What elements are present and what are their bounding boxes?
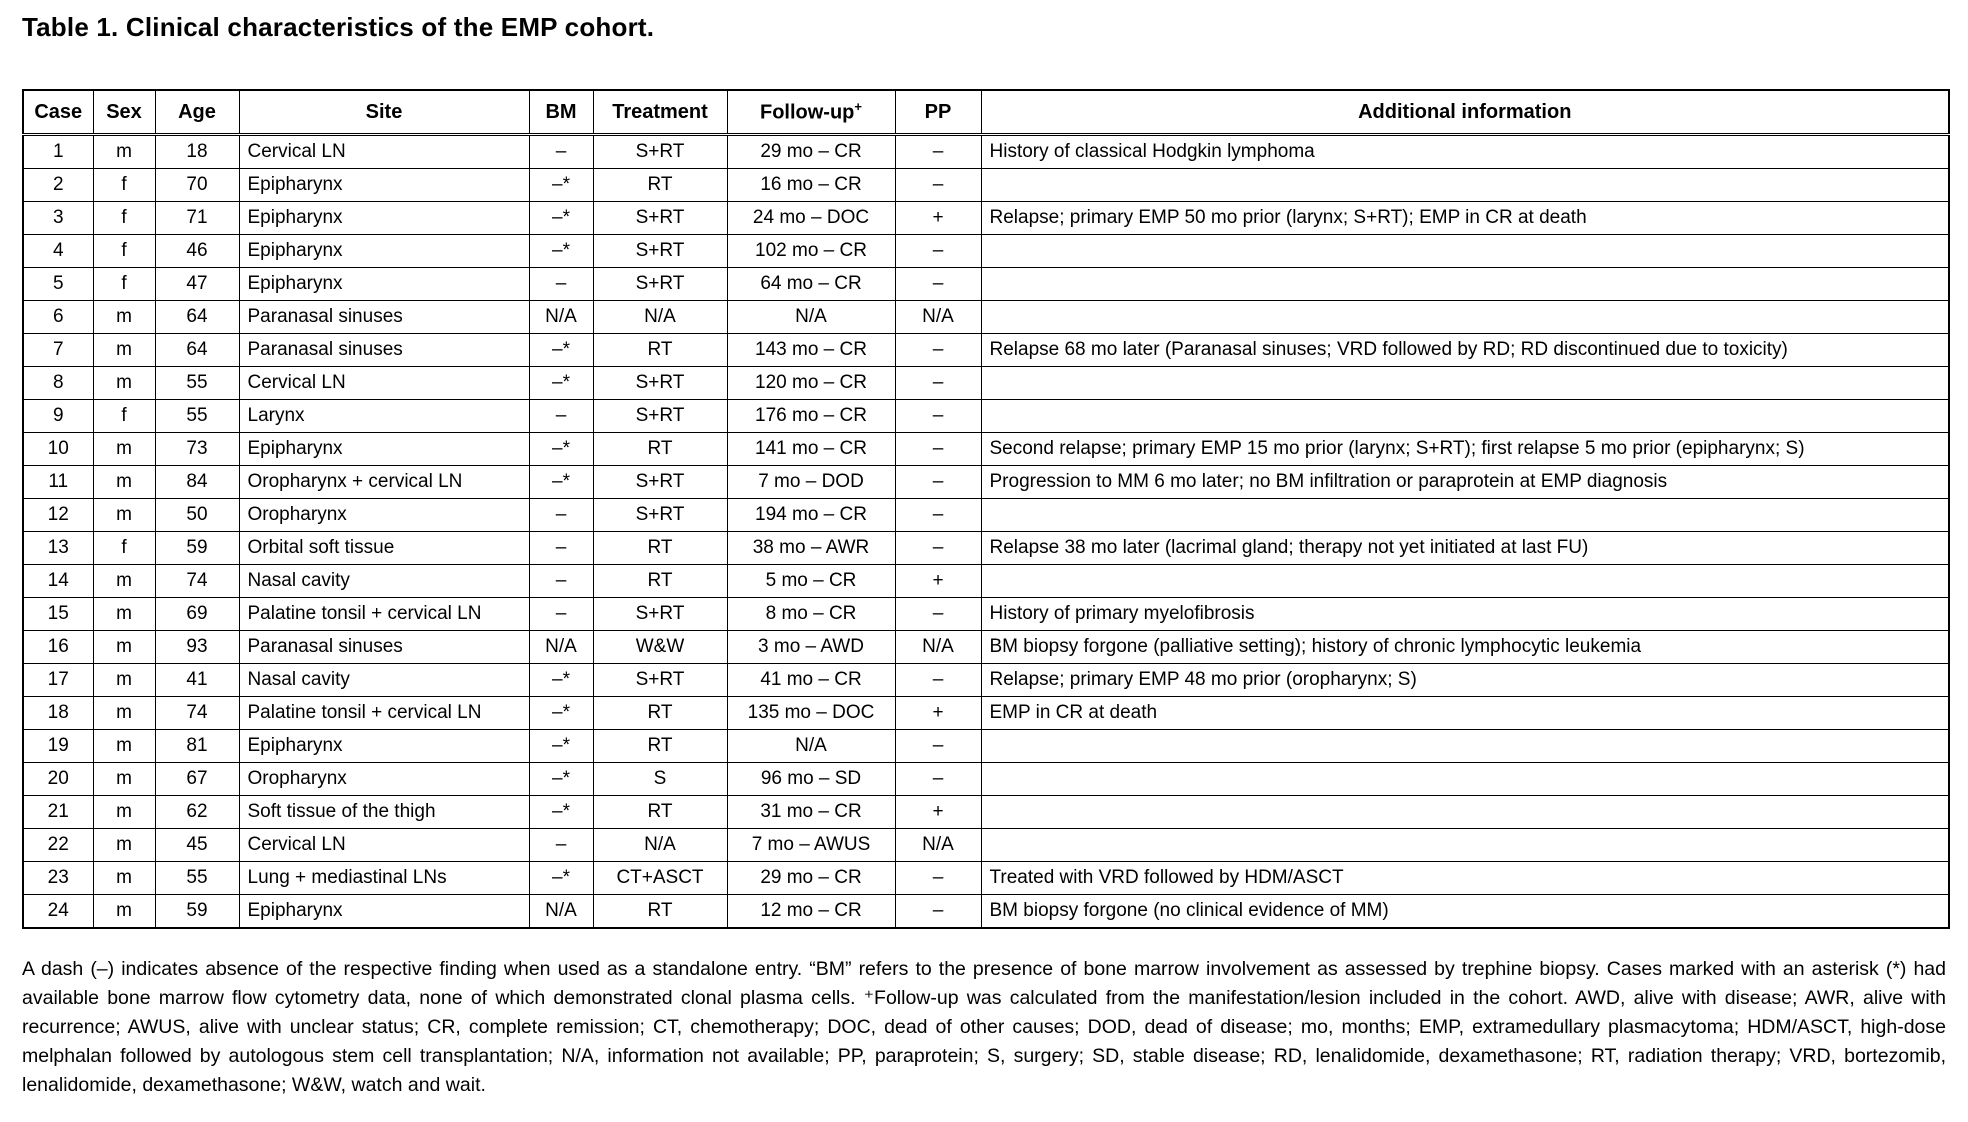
cell-addinfo: Second relapse; primary EMP 15 mo prior (larynx; S+RT); first relapse 5 mo prior (epipharynx; S) <box>981 433 1949 466</box>
cell-addinfo <box>981 796 1949 829</box>
cell-pp: – <box>895 400 981 433</box>
cell-case: 2 <box>23 169 93 202</box>
cell-addinfo: Progression to MM 6 mo later; no BM infiltration or paraprotein at EMP diagnosis <box>981 466 1949 499</box>
cell-site: Oropharynx + cervical LN <box>239 466 529 499</box>
cell-bm: N/A <box>529 301 593 334</box>
clinical-characteristics-table <box>22 89 1950 929</box>
cell-age: 59 <box>155 532 239 565</box>
cell-sex: m <box>93 598 155 631</box>
cell-case: 13 <box>23 532 93 565</box>
column-header-bm: BM <box>529 90 593 135</box>
cell-case: 10 <box>23 433 93 466</box>
cell-sex: m <box>93 301 155 334</box>
cell-sex: m <box>93 466 155 499</box>
cell-treatment: S+RT <box>593 367 727 400</box>
cell-addinfo: Relapse; primary EMP 50 mo prior (larynx; S+RT); EMP in CR at death <box>981 202 1949 235</box>
cell-case: 6 <box>23 301 93 334</box>
cell-pp: N/A <box>895 829 981 862</box>
cell-addinfo <box>981 565 1949 598</box>
cell-pp: – <box>895 334 981 367</box>
cell-site: Cervical LN <box>239 135 529 169</box>
cell-site: Nasal cavity <box>239 565 529 598</box>
cell-followup: 135 mo – DOC <box>727 697 895 730</box>
cell-treatment: RT <box>593 565 727 598</box>
table-row <box>23 202 1949 235</box>
table-row <box>23 664 1949 697</box>
cell-bm: –* <box>529 763 593 796</box>
cell-pp: – <box>895 499 981 532</box>
cell-followup: 194 mo – CR <box>727 499 895 532</box>
cell-followup: 41 mo – CR <box>727 664 895 697</box>
cell-sex: f <box>93 235 155 268</box>
cell-followup: N/A <box>727 730 895 763</box>
cell-site: Epipharynx <box>239 730 529 763</box>
cell-addinfo <box>981 268 1949 301</box>
cell-bm: – <box>529 598 593 631</box>
cell-bm: – <box>529 268 593 301</box>
cell-addinfo <box>981 235 1949 268</box>
table-row <box>23 301 1949 334</box>
cell-age: 64 <box>155 334 239 367</box>
cell-pp: + <box>895 202 981 235</box>
cell-sex: m <box>93 664 155 697</box>
table-row <box>23 730 1949 763</box>
cell-age: 74 <box>155 565 239 598</box>
cell-site: Paranasal sinuses <box>239 631 529 664</box>
cell-pp: – <box>895 433 981 466</box>
cell-sex: m <box>93 135 155 169</box>
cell-case: 14 <box>23 565 93 598</box>
cell-sex: m <box>93 631 155 664</box>
cell-age: 74 <box>155 697 239 730</box>
column-header-followup: Follow-up+ <box>727 90 895 135</box>
table-row <box>23 268 1949 301</box>
cell-case: 17 <box>23 664 93 697</box>
cell-sex: m <box>93 334 155 367</box>
cell-pp: – <box>895 532 981 565</box>
cell-age: 41 <box>155 664 239 697</box>
cell-site: Cervical LN <box>239 367 529 400</box>
cell-sex: m <box>93 796 155 829</box>
cell-pp: – <box>895 664 981 697</box>
cell-pp: – <box>895 135 981 169</box>
cell-case: 15 <box>23 598 93 631</box>
cell-followup: 7 mo – DOD <box>727 466 895 499</box>
cell-addinfo: Relapse 68 mo later (Paranasal sinuses; VRD followed by RD; RD discontinued due to toxicity) <box>981 334 1949 367</box>
cell-pp: N/A <box>895 631 981 664</box>
cell-sex: m <box>93 697 155 730</box>
cell-pp: – <box>895 235 981 268</box>
cell-age: 73 <box>155 433 239 466</box>
cell-age: 50 <box>155 499 239 532</box>
cell-treatment: S+RT <box>593 400 727 433</box>
cell-age: 55 <box>155 862 239 895</box>
cell-followup: 7 mo – AWUS <box>727 829 895 862</box>
cell-site: Epipharynx <box>239 433 529 466</box>
cell-site: Soft tissue of the thigh <box>239 796 529 829</box>
cell-site: Epipharynx <box>239 268 529 301</box>
cell-bm: –* <box>529 235 593 268</box>
cell-treatment: RT <box>593 895 727 929</box>
cell-age: 46 <box>155 235 239 268</box>
table-row <box>23 466 1949 499</box>
cell-followup: 120 mo – CR <box>727 367 895 400</box>
cell-addinfo: EMP in CR at death <box>981 697 1949 730</box>
cell-addinfo <box>981 499 1949 532</box>
cell-treatment: W&W <box>593 631 727 664</box>
column-header-pp: PP <box>895 90 981 135</box>
cell-case: 18 <box>23 697 93 730</box>
cell-age: 55 <box>155 367 239 400</box>
cell-site: Paranasal sinuses <box>239 334 529 367</box>
table-row <box>23 334 1949 367</box>
cell-age: 59 <box>155 895 239 929</box>
cell-treatment: CT+ASCT <box>593 862 727 895</box>
cell-bm: N/A <box>529 631 593 664</box>
cell-case: 4 <box>23 235 93 268</box>
cell-followup: N/A <box>727 301 895 334</box>
cell-site: Epipharynx <box>239 169 529 202</box>
cell-followup: 143 mo – CR <box>727 334 895 367</box>
cell-bm: – <box>529 135 593 169</box>
cell-pp: – <box>895 895 981 929</box>
cell-followup: 24 mo – DOC <box>727 202 895 235</box>
cell-site: Epipharynx <box>239 202 529 235</box>
cell-pp: – <box>895 862 981 895</box>
cell-addinfo <box>981 367 1949 400</box>
cell-site: Nasal cavity <box>239 664 529 697</box>
cell-age: 67 <box>155 763 239 796</box>
cell-site: Epipharynx <box>239 235 529 268</box>
cell-bm: –* <box>529 862 593 895</box>
table-row <box>23 235 1949 268</box>
cell-site: Paranasal sinuses <box>239 301 529 334</box>
cell-pp: – <box>895 169 981 202</box>
table-header <box>23 90 1949 135</box>
cell-treatment: RT <box>593 796 727 829</box>
cell-case: 19 <box>23 730 93 763</box>
cell-treatment: RT <box>593 730 727 763</box>
cell-pp: – <box>895 367 981 400</box>
cell-age: 55 <box>155 400 239 433</box>
cell-bm: –* <box>529 169 593 202</box>
cell-treatment: RT <box>593 433 727 466</box>
cell-bm: –* <box>529 796 593 829</box>
cell-site: Oropharynx <box>239 763 529 796</box>
cell-site: Palatine tonsil + cervical LN <box>239 598 529 631</box>
cell-case: 5 <box>23 268 93 301</box>
cell-addinfo: BM biopsy forgone (no clinical evidence of MM) <box>981 895 1949 929</box>
cell-addinfo <box>981 301 1949 334</box>
cell-sex: m <box>93 862 155 895</box>
cell-case: 23 <box>23 862 93 895</box>
cell-case: 24 <box>23 895 93 929</box>
cell-treatment: S+RT <box>593 135 727 169</box>
cell-pp: – <box>895 763 981 796</box>
cell-followup: 29 mo – CR <box>727 862 895 895</box>
cell-site: Cervical LN <box>239 829 529 862</box>
table-row <box>23 796 1949 829</box>
cell-bm: –* <box>529 697 593 730</box>
cell-site: Orbital soft tissue <box>239 532 529 565</box>
cell-sex: f <box>93 400 155 433</box>
cell-age: 62 <box>155 796 239 829</box>
cell-case: 12 <box>23 499 93 532</box>
cell-sex: m <box>93 499 155 532</box>
cell-case: 7 <box>23 334 93 367</box>
cell-treatment: S+RT <box>593 664 727 697</box>
cell-treatment: S+RT <box>593 235 727 268</box>
cell-case: 9 <box>23 400 93 433</box>
cell-case: 8 <box>23 367 93 400</box>
cell-addinfo <box>981 400 1949 433</box>
cell-age: 70 <box>155 169 239 202</box>
column-header-sex: Sex <box>93 90 155 135</box>
table-row <box>23 499 1949 532</box>
cell-sex: f <box>93 169 155 202</box>
table-row <box>23 169 1949 202</box>
cell-addinfo: Treated with VRD followed by HDM/ASCT <box>981 862 1949 895</box>
table-row <box>23 862 1949 895</box>
cell-case: 20 <box>23 763 93 796</box>
table-row <box>23 532 1949 565</box>
cell-treatment: S+RT <box>593 466 727 499</box>
cell-case: 16 <box>23 631 93 664</box>
cell-addinfo <box>981 829 1949 862</box>
cell-pp: + <box>895 565 981 598</box>
cell-addinfo <box>981 763 1949 796</box>
cell-bm: – <box>529 499 593 532</box>
cell-treatment: S+RT <box>593 268 727 301</box>
cell-pp: N/A <box>895 301 981 334</box>
cell-followup: 5 mo – CR <box>727 565 895 598</box>
cell-followup: 31 mo – CR <box>727 796 895 829</box>
cell-pp: – <box>895 466 981 499</box>
cell-bm: N/A <box>529 895 593 929</box>
cell-addinfo: History of primary myelofibrosis <box>981 598 1949 631</box>
cell-treatment: N/A <box>593 829 727 862</box>
table-row <box>23 598 1949 631</box>
cell-followup: 8 mo – CR <box>727 598 895 631</box>
table-row <box>23 367 1949 400</box>
header-superscript: + <box>854 99 862 115</box>
header-row <box>23 90 1949 135</box>
cell-bm: –* <box>529 202 593 235</box>
cell-case: 3 <box>23 202 93 235</box>
footnote: A dash (–) indicates absence of the respective finding when used as a standalone entry. “BM” refers to the presence of bone marrow involvement as assessed by trephine biopsy. Cases marked with an asterisk (*) had available bone marrow flow cytometry data, none of which demonstrated clonal plasma cells. ⁺Follow-up was calculated from the manifestation/lesion included in the cohort. AWD, alive with disease; AWR, alive with recurrence; AWUS, alive with unclear status; CR, complete remission; CT, chemotherapy; DOC, dead of other causes; DOD, dead of disease; mo, months; EMP, extramedullary plasmacytoma; HDM/ASCT, high-dose melphalan followed by autologous stem cell transplantation; N/A, information not available; PP, paraprotein; S, surgery; SD, stable disease; RD, lenalidomide, dexamethasone; RT, radiation therapy; VRD, bortezomib, lenalidomide, dexamethasone; W&W, watch and wait. <box>22 958 1946 1096</box>
cell-age: 69 <box>155 598 239 631</box>
cell-sex: m <box>93 367 155 400</box>
cell-age: 84 <box>155 466 239 499</box>
column-header-treatment: Treatment <box>593 90 727 135</box>
cell-followup: 64 mo – CR <box>727 268 895 301</box>
cell-treatment: S+RT <box>593 598 727 631</box>
cell-sex: f <box>93 268 155 301</box>
cell-bm: –* <box>529 433 593 466</box>
cell-age: 18 <box>155 135 239 169</box>
cell-treatment: S+RT <box>593 202 727 235</box>
table-row <box>23 433 1949 466</box>
cell-treatment: RT <box>593 532 727 565</box>
cell-age: 71 <box>155 202 239 235</box>
cell-followup: 3 mo – AWD <box>727 631 895 664</box>
cell-case: 11 <box>23 466 93 499</box>
table-title: Table 1. Clinical characteristics of the EMP cohort. <box>22 12 655 42</box>
cell-site: Oropharynx <box>239 499 529 532</box>
cell-treatment: RT <box>593 169 727 202</box>
column-header-addinfo: Additional information <box>981 90 1949 135</box>
table-body <box>23 135 1949 929</box>
table-row <box>23 829 1949 862</box>
cell-case: 22 <box>23 829 93 862</box>
table-row <box>23 135 1949 169</box>
cell-sex: m <box>93 730 155 763</box>
cell-age: 47 <box>155 268 239 301</box>
cell-age: 64 <box>155 301 239 334</box>
cell-followup: 16 mo – CR <box>727 169 895 202</box>
cell-addinfo: History of classical Hodgkin lymphoma <box>981 135 1949 169</box>
cell-addinfo: Relapse; primary EMP 48 mo prior (oropharynx; S) <box>981 664 1949 697</box>
table-row <box>23 697 1949 730</box>
table-row <box>23 400 1949 433</box>
cell-followup: 38 mo – AWR <box>727 532 895 565</box>
cell-pp: – <box>895 598 981 631</box>
cell-followup: 96 mo – SD <box>727 763 895 796</box>
cell-sex: m <box>93 829 155 862</box>
cell-followup: 141 mo – CR <box>727 433 895 466</box>
cell-treatment: S <box>593 763 727 796</box>
cell-age: 45 <box>155 829 239 862</box>
cell-bm: –* <box>529 730 593 763</box>
cell-addinfo: Relapse 38 mo later (lacrimal gland; therapy not yet initiated at last FU) <box>981 532 1949 565</box>
cell-sex: f <box>93 532 155 565</box>
cell-bm: –* <box>529 466 593 499</box>
cell-treatment: N/A <box>593 301 727 334</box>
cell-bm: – <box>529 565 593 598</box>
column-header-site: Site <box>239 90 529 135</box>
table-row <box>23 631 1949 664</box>
cell-sex: m <box>93 565 155 598</box>
cell-sex: m <box>93 895 155 929</box>
cell-pp: + <box>895 697 981 730</box>
cell-age: 81 <box>155 730 239 763</box>
table-row <box>23 565 1949 598</box>
cell-followup: 102 mo – CR <box>727 235 895 268</box>
cell-addinfo: BM biopsy forgone (palliative setting); history of chronic lymphocytic leukemia <box>981 631 1949 664</box>
cell-bm: –* <box>529 367 593 400</box>
cell-followup: 12 mo – CR <box>727 895 895 929</box>
cell-case: 1 <box>23 135 93 169</box>
cell-bm: – <box>529 532 593 565</box>
cell-addinfo <box>981 730 1949 763</box>
column-header-case: Case <box>23 90 93 135</box>
cell-followup: 176 mo – CR <box>727 400 895 433</box>
cell-treatment: RT <box>593 697 727 730</box>
cell-addinfo <box>981 169 1949 202</box>
cell-site: Lung + mediastinal LNs <box>239 862 529 895</box>
cell-age: 93 <box>155 631 239 664</box>
cell-sex: m <box>93 433 155 466</box>
cell-bm: – <box>529 400 593 433</box>
cell-pp: – <box>895 730 981 763</box>
cell-pp: + <box>895 796 981 829</box>
cell-bm: – <box>529 829 593 862</box>
cell-site: Epipharynx <box>239 895 529 929</box>
column-header-age: Age <box>155 90 239 135</box>
table-row <box>23 895 1949 929</box>
cell-site: Palatine tonsil + cervical LN <box>239 697 529 730</box>
cell-treatment: RT <box>593 334 727 367</box>
cell-followup: 29 mo – CR <box>727 135 895 169</box>
cell-sex: m <box>93 763 155 796</box>
cell-bm: –* <box>529 334 593 367</box>
cell-treatment: S+RT <box>593 499 727 532</box>
cell-pp: – <box>895 268 981 301</box>
cell-bm: –* <box>529 664 593 697</box>
cell-sex: f <box>93 202 155 235</box>
table-row <box>23 763 1949 796</box>
cell-site: Larynx <box>239 400 529 433</box>
cell-case: 21 <box>23 796 93 829</box>
